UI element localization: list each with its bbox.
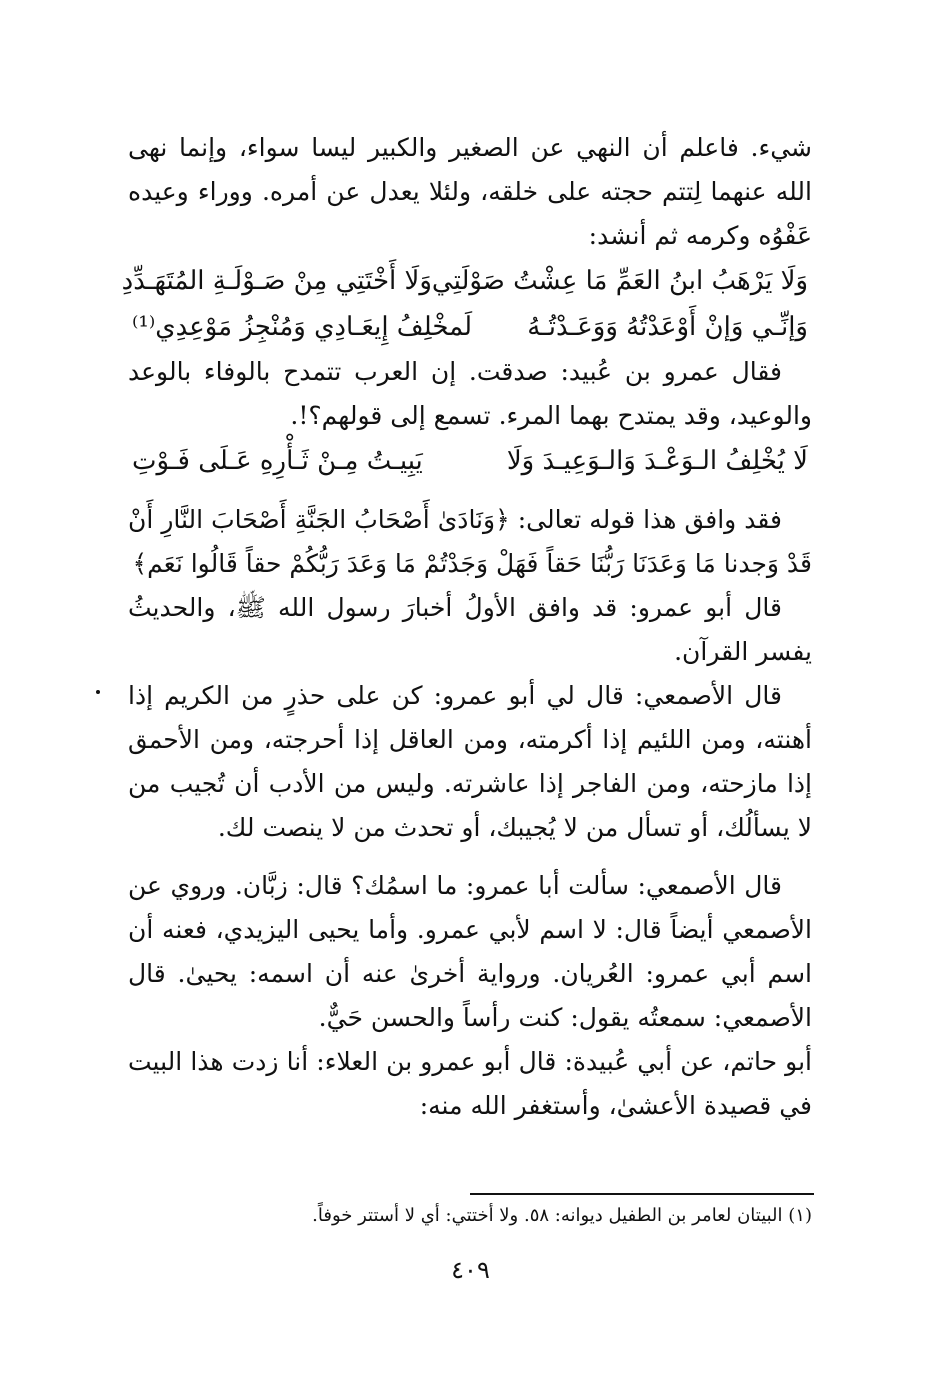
paragraph-quran: فقد وافق هذا قوله تعالى: ﴿وَنَادَىٰ أَصْحَابُ الجَنَّةِ أَصْحَابَ النَّارِ أَنْ قَدْ وَجدنا مَا وَعَدَنَا رَبُّنَا حَقاً فَهَلْ وَجَدْتُمْ مَا وَعَدَ رَبُّكُمْ حقاً قَالُوا نَعَم﴾ (128, 505, 812, 578)
paragraph: قال أبو عمرو: قد وافق الأولُ أخبارَ رسول الله ﷺ، والحديثُ يفسر القرآن. (128, 593, 812, 666)
main-text (121, 126, 812, 1128)
paragraph: فقال عمرو بن عُبيد: صدقت. إن العرب تتمدح بالوفاء بالوعد والوعيد، وقد يمتدح بهما المرء. تسمع إلى قولهم؟!. (128, 357, 812, 430)
verse-line (128, 304, 812, 350)
paragraph: أبو حاتم، عن أبي عُبيدة: قال أبو عمرو بن العلاء: أنا زدت هذا البيت في قصيدة الأعشىٰ، وأستغفر الله منه: (128, 1047, 812, 1120)
verse-line (121, 258, 812, 304)
footnote: (١) البيتان لعامر بن الطفيل ديوانه: ٥٨. ولا أختتي: أي لا أستتر خوفاً. (312, 1205, 812, 1226)
verse-hemistich: وَلَا يَرْهَبُ ابنُ العَمِّ مَا عِشْتُ صَوْلَتِي (431, 266, 808, 296)
verse-hemistich: وَإنِّـي وَإنْ أَوْعَدْتُهُ وَوَعَـدْتُـهُ (527, 312, 808, 342)
page-number: ٤٠٩ (451, 1256, 490, 1284)
verse-line (128, 438, 812, 484)
paragraph: قال الأصمعي: سألت أبا عمرو: ما اسمُك؟ قال: زبَّان. وروي عن الأصمعي أيضاً قال: لا اسم لأبي عمرو. وأما يحيى اليزيدي، فعنه أن اسم أبي عمرو: العُريان. ورواية أخرىٰ عنه أن اسمه: يحيىٰ. قال الأصمعي: سمعتُه يقول: كنت رأساً والحسن حَيٌّ. (128, 871, 812, 1032)
verse-hemistich: لَا يُخْلِفُ الـوَعْـدَ وَالـوَعِيـدَ وَلَا (506, 446, 808, 476)
footnote-divider (470, 1193, 814, 1195)
stray-dot (96, 690, 100, 694)
verse-hemistich: لَمخْلِفُ إِيعَـادِي وَمُنْجِزُ مَوْعِدِي⁽¹⁾ (132, 312, 473, 342)
verse-hemistich: وَلَا أَخْتَتِي مِنْ صَـوْلَـةِ المُتَهَـدِّدِ (121, 266, 432, 296)
paragraph-intro: شيء. فاعلم أن النهي عن الصغير والكبير ليسا سواء، وإنما نهى الله عنهما لِتتم حجته على خلقه، ولئلا يعدل عن أمره. ووراء وعيده عَفْوُه وكرمه ثم أنشد: (128, 133, 812, 250)
verse-hemistich: يَبِيـتُ مِـنْ ثَـأْرِهِ عَـلَى فَـوْتِ (132, 446, 423, 476)
paragraph: قال الأصمعي: قال لي أبو عمرو: كن على حذرٍ من الكريم إذا أهنته، ومن اللئيم إذا أكرمته، ومن العاقل إذا أحرجته، ومن الأحمق إذا مازحته، ومن الفاجر إذا عاشرته. وليس من الأدب أن تُجيب من لا يسألُك، أو تسأل من لا يُجيبك، أو تحدث من لا ينصت لك. (128, 681, 812, 842)
